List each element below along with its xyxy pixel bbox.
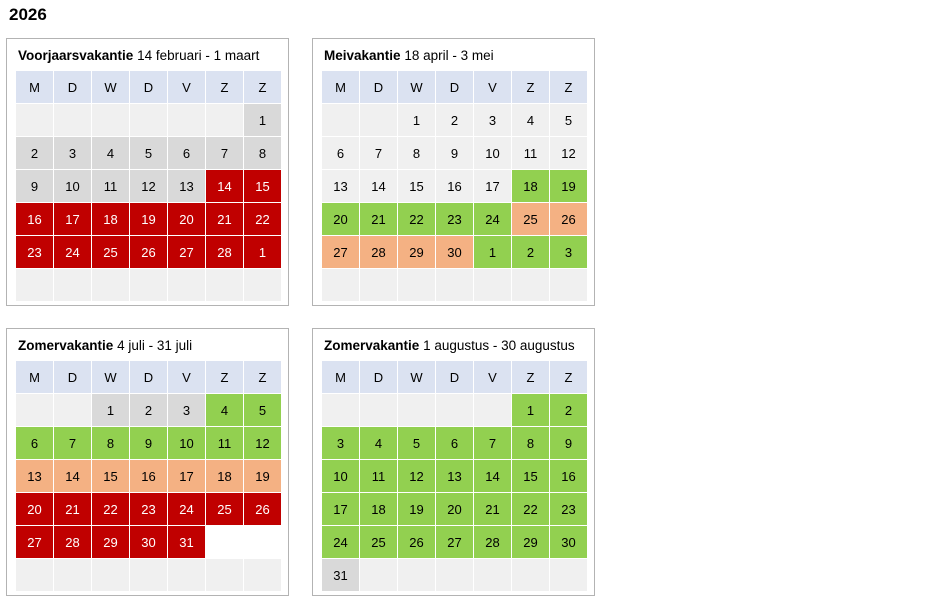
day-cell: 14: [360, 170, 397, 202]
day-cell: 20: [16, 493, 53, 525]
empty-cell: [244, 269, 281, 301]
day-cell: 6: [168, 137, 205, 169]
day-cell: 7: [206, 137, 243, 169]
empty-cell: [322, 394, 359, 426]
weekday-header: D: [54, 71, 91, 103]
day-cell: 9: [130, 427, 167, 459]
calendar-grid: [322, 71, 587, 301]
vacation-dates: 14 februari - 1 maart: [137, 48, 260, 63]
empty-cell: [92, 104, 129, 136]
empty-cell: [206, 526, 243, 558]
empty-cell: [244, 526, 281, 558]
day-cell: 16: [130, 460, 167, 492]
empty-cell: [206, 559, 243, 591]
day-cell: 1: [244, 104, 281, 136]
day-cell: 4: [512, 104, 549, 136]
weekday-header: D: [130, 71, 167, 103]
day-cell: 10: [168, 427, 205, 459]
day-cell: 2: [16, 137, 53, 169]
day-cell: 1: [244, 236, 281, 268]
weekday-header: D: [360, 361, 397, 393]
empty-cell: [16, 104, 53, 136]
year-title: 2026: [9, 5, 47, 24]
empty-cell: [54, 104, 91, 136]
empty-cell: [322, 104, 359, 136]
day-cell: 8: [244, 137, 281, 169]
day-cell: 30: [130, 526, 167, 558]
day-cell: 20: [168, 203, 205, 235]
weekday-header: V: [168, 361, 205, 393]
day-cell: 12: [398, 460, 435, 492]
weekday-header: D: [436, 71, 473, 103]
day-cell: 26: [550, 203, 587, 235]
weekday-header: D: [360, 71, 397, 103]
day-cell: 7: [474, 427, 511, 459]
day-cell: 3: [322, 427, 359, 459]
weekday-header: Z: [244, 361, 281, 393]
day-cell: 17: [322, 493, 359, 525]
day-cell: 15: [398, 170, 435, 202]
weekday-header: Z: [550, 361, 587, 393]
day-cell: 23: [550, 493, 587, 525]
day-cell: 9: [16, 170, 53, 202]
empty-cell: [206, 269, 243, 301]
empty-cell: [512, 269, 549, 301]
empty-cell: [436, 394, 473, 426]
day-cell: 2: [436, 104, 473, 136]
day-cell: 26: [244, 493, 281, 525]
day-cell: 4: [360, 427, 397, 459]
day-cell: 10: [474, 137, 511, 169]
day-cell: 15: [512, 460, 549, 492]
day-cell: 12: [244, 427, 281, 459]
vacation-name: Meivakantie: [324, 48, 401, 63]
day-cell: 21: [474, 493, 511, 525]
weekday-header: D: [54, 361, 91, 393]
day-cell: 25: [360, 526, 397, 558]
empty-cell: [360, 559, 397, 591]
calendar-grid: [16, 71, 281, 301]
day-cell: 20: [322, 203, 359, 235]
day-cell: 7: [54, 427, 91, 459]
panel-title: [324, 48, 494, 63]
empty-cell: [54, 394, 91, 426]
day-cell: 12: [130, 170, 167, 202]
day-cell: 31: [322, 559, 359, 591]
empty-cell: [168, 104, 205, 136]
panel-title: [18, 48, 259, 63]
day-cell: 14: [206, 170, 243, 202]
empty-cell: [54, 559, 91, 591]
empty-cell: [436, 269, 473, 301]
day-cell: 25: [92, 236, 129, 268]
day-cell: 14: [474, 460, 511, 492]
empty-cell: [168, 559, 205, 591]
empty-cell: [550, 269, 587, 301]
day-cell: 20: [436, 493, 473, 525]
weekday-header: Z: [206, 71, 243, 103]
day-cell: 1: [398, 104, 435, 136]
day-cell: 5: [130, 137, 167, 169]
empty-cell: [16, 559, 53, 591]
day-cell: 14: [54, 460, 91, 492]
empty-cell: [474, 394, 511, 426]
empty-cell: [130, 269, 167, 301]
day-cell: 8: [512, 427, 549, 459]
empty-cell: [130, 104, 167, 136]
empty-cell: [92, 559, 129, 591]
day-cell: 2: [130, 394, 167, 426]
day-cell: 11: [360, 460, 397, 492]
day-cell: 21: [206, 203, 243, 235]
empty-cell: [168, 269, 205, 301]
day-cell: 9: [436, 137, 473, 169]
day-cell: 21: [54, 493, 91, 525]
day-cell: 23: [436, 203, 473, 235]
day-cell: 17: [168, 460, 205, 492]
day-cell: 24: [322, 526, 359, 558]
weekday-header: Z: [550, 71, 587, 103]
day-cell: 11: [512, 137, 549, 169]
empty-cell: [512, 559, 549, 591]
weekday-header: M: [322, 361, 359, 393]
vacation-name: Voorjaarsvakantie: [18, 48, 134, 63]
empty-cell: [16, 269, 53, 301]
day-cell: 28: [206, 236, 243, 268]
day-cell: 27: [436, 526, 473, 558]
day-cell: 24: [168, 493, 205, 525]
day-cell: 23: [16, 236, 53, 268]
day-cell: 8: [398, 137, 435, 169]
day-cell: 1: [474, 236, 511, 268]
weekday-header: Z: [512, 361, 549, 393]
day-cell: 3: [168, 394, 205, 426]
day-cell: 17: [54, 203, 91, 235]
day-cell: 15: [92, 460, 129, 492]
day-cell: 19: [130, 203, 167, 235]
day-cell: 12: [550, 137, 587, 169]
day-cell: 29: [398, 236, 435, 268]
day-cell: 11: [92, 170, 129, 202]
empty-cell: [398, 394, 435, 426]
day-cell: 27: [322, 236, 359, 268]
panel-title: [324, 338, 575, 353]
day-cell: 5: [550, 104, 587, 136]
calendar-panel-meivakantie: [312, 38, 595, 306]
empty-cell: [130, 559, 167, 591]
calendar-panel-voorjaarsvakantie: [6, 38, 289, 306]
day-cell: 27: [16, 526, 53, 558]
weekday-header: W: [92, 361, 129, 393]
empty-cell: [54, 269, 91, 301]
weekday-header: M: [322, 71, 359, 103]
weekday-header: V: [474, 71, 511, 103]
empty-cell: [360, 104, 397, 136]
weekday-header: M: [16, 71, 53, 103]
day-cell: 17: [474, 170, 511, 202]
day-cell: 22: [244, 203, 281, 235]
day-cell: 3: [550, 236, 587, 268]
day-cell: 6: [322, 137, 359, 169]
empty-cell: [474, 269, 511, 301]
day-cell: 5: [398, 427, 435, 459]
day-cell: 6: [16, 427, 53, 459]
day-cell: 18: [92, 203, 129, 235]
empty-cell: [436, 559, 473, 591]
empty-cell: [92, 269, 129, 301]
weekday-header: V: [474, 361, 511, 393]
empty-cell: [16, 394, 53, 426]
weekday-header: Z: [244, 71, 281, 103]
day-cell: 28: [360, 236, 397, 268]
weekday-header: W: [92, 71, 129, 103]
day-cell: 30: [436, 236, 473, 268]
calendar-panel-zomervakantie-augustus: [312, 328, 595, 596]
day-cell: 9: [550, 427, 587, 459]
weekday-header: Z: [512, 71, 549, 103]
day-cell: 22: [92, 493, 129, 525]
day-cell: 28: [54, 526, 91, 558]
day-cell: 18: [512, 170, 549, 202]
day-cell: 13: [436, 460, 473, 492]
day-cell: 8: [92, 427, 129, 459]
weekday-header: Z: [206, 361, 243, 393]
day-cell: 25: [512, 203, 549, 235]
weekday-header: D: [130, 361, 167, 393]
day-cell: 21: [360, 203, 397, 235]
day-cell: 23: [130, 493, 167, 525]
day-cell: 29: [92, 526, 129, 558]
day-cell: 13: [16, 460, 53, 492]
day-cell: 19: [550, 170, 587, 202]
day-cell: 24: [474, 203, 511, 235]
vacation-dates: 18 april - 3 mei: [404, 48, 494, 63]
day-cell: 2: [550, 394, 587, 426]
vacation-name: Zomervakantie: [18, 338, 114, 353]
calendar-panel-zomervakantie-juli: [6, 328, 289, 596]
vacation-name: Zomervakantie: [324, 338, 420, 353]
day-cell: 15: [244, 170, 281, 202]
day-cell: 3: [474, 104, 511, 136]
day-cell: 28: [474, 526, 511, 558]
day-cell: 30: [550, 526, 587, 558]
day-cell: 18: [206, 460, 243, 492]
day-cell: 6: [436, 427, 473, 459]
day-cell: 13: [322, 170, 359, 202]
weekday-header: M: [16, 361, 53, 393]
empty-cell: [360, 394, 397, 426]
day-cell: 1: [92, 394, 129, 426]
vacation-dates: 1 augustus - 30 augustus: [423, 338, 575, 353]
day-cell: 19: [398, 493, 435, 525]
day-cell: 16: [550, 460, 587, 492]
day-cell: 1: [512, 394, 549, 426]
day-cell: 27: [168, 236, 205, 268]
day-cell: 24: [54, 236, 91, 268]
panel-title: [18, 338, 192, 353]
day-cell: 26: [130, 236, 167, 268]
day-cell: 5: [244, 394, 281, 426]
vacation-dates: 4 juli - 31 juli: [117, 338, 193, 353]
day-cell: 26: [398, 526, 435, 558]
weekday-header: W: [398, 361, 435, 393]
day-cell: 11: [206, 427, 243, 459]
day-cell: 10: [322, 460, 359, 492]
day-cell: 4: [206, 394, 243, 426]
day-cell: 29: [512, 526, 549, 558]
day-cell: 2: [512, 236, 549, 268]
day-cell: 22: [512, 493, 549, 525]
empty-cell: [360, 269, 397, 301]
empty-cell: [244, 559, 281, 591]
day-cell: 25: [206, 493, 243, 525]
empty-cell: [206, 104, 243, 136]
day-cell: 13: [168, 170, 205, 202]
empty-cell: [398, 559, 435, 591]
empty-cell: [398, 269, 435, 301]
day-cell: 4: [92, 137, 129, 169]
day-cell: 3: [54, 137, 91, 169]
empty-cell: [550, 559, 587, 591]
empty-cell: [474, 559, 511, 591]
weekday-header: D: [436, 361, 473, 393]
day-cell: 19: [244, 460, 281, 492]
weekday-header: W: [398, 71, 435, 103]
day-cell: 31: [168, 526, 205, 558]
day-cell: 16: [16, 203, 53, 235]
calendar-grid: [322, 361, 587, 591]
day-cell: 7: [360, 137, 397, 169]
day-cell: 18: [360, 493, 397, 525]
calendar-grid: [16, 361, 281, 591]
weekday-header: V: [168, 71, 205, 103]
day-cell: 16: [436, 170, 473, 202]
empty-cell: [322, 269, 359, 301]
day-cell: 22: [398, 203, 435, 235]
day-cell: 10: [54, 170, 91, 202]
